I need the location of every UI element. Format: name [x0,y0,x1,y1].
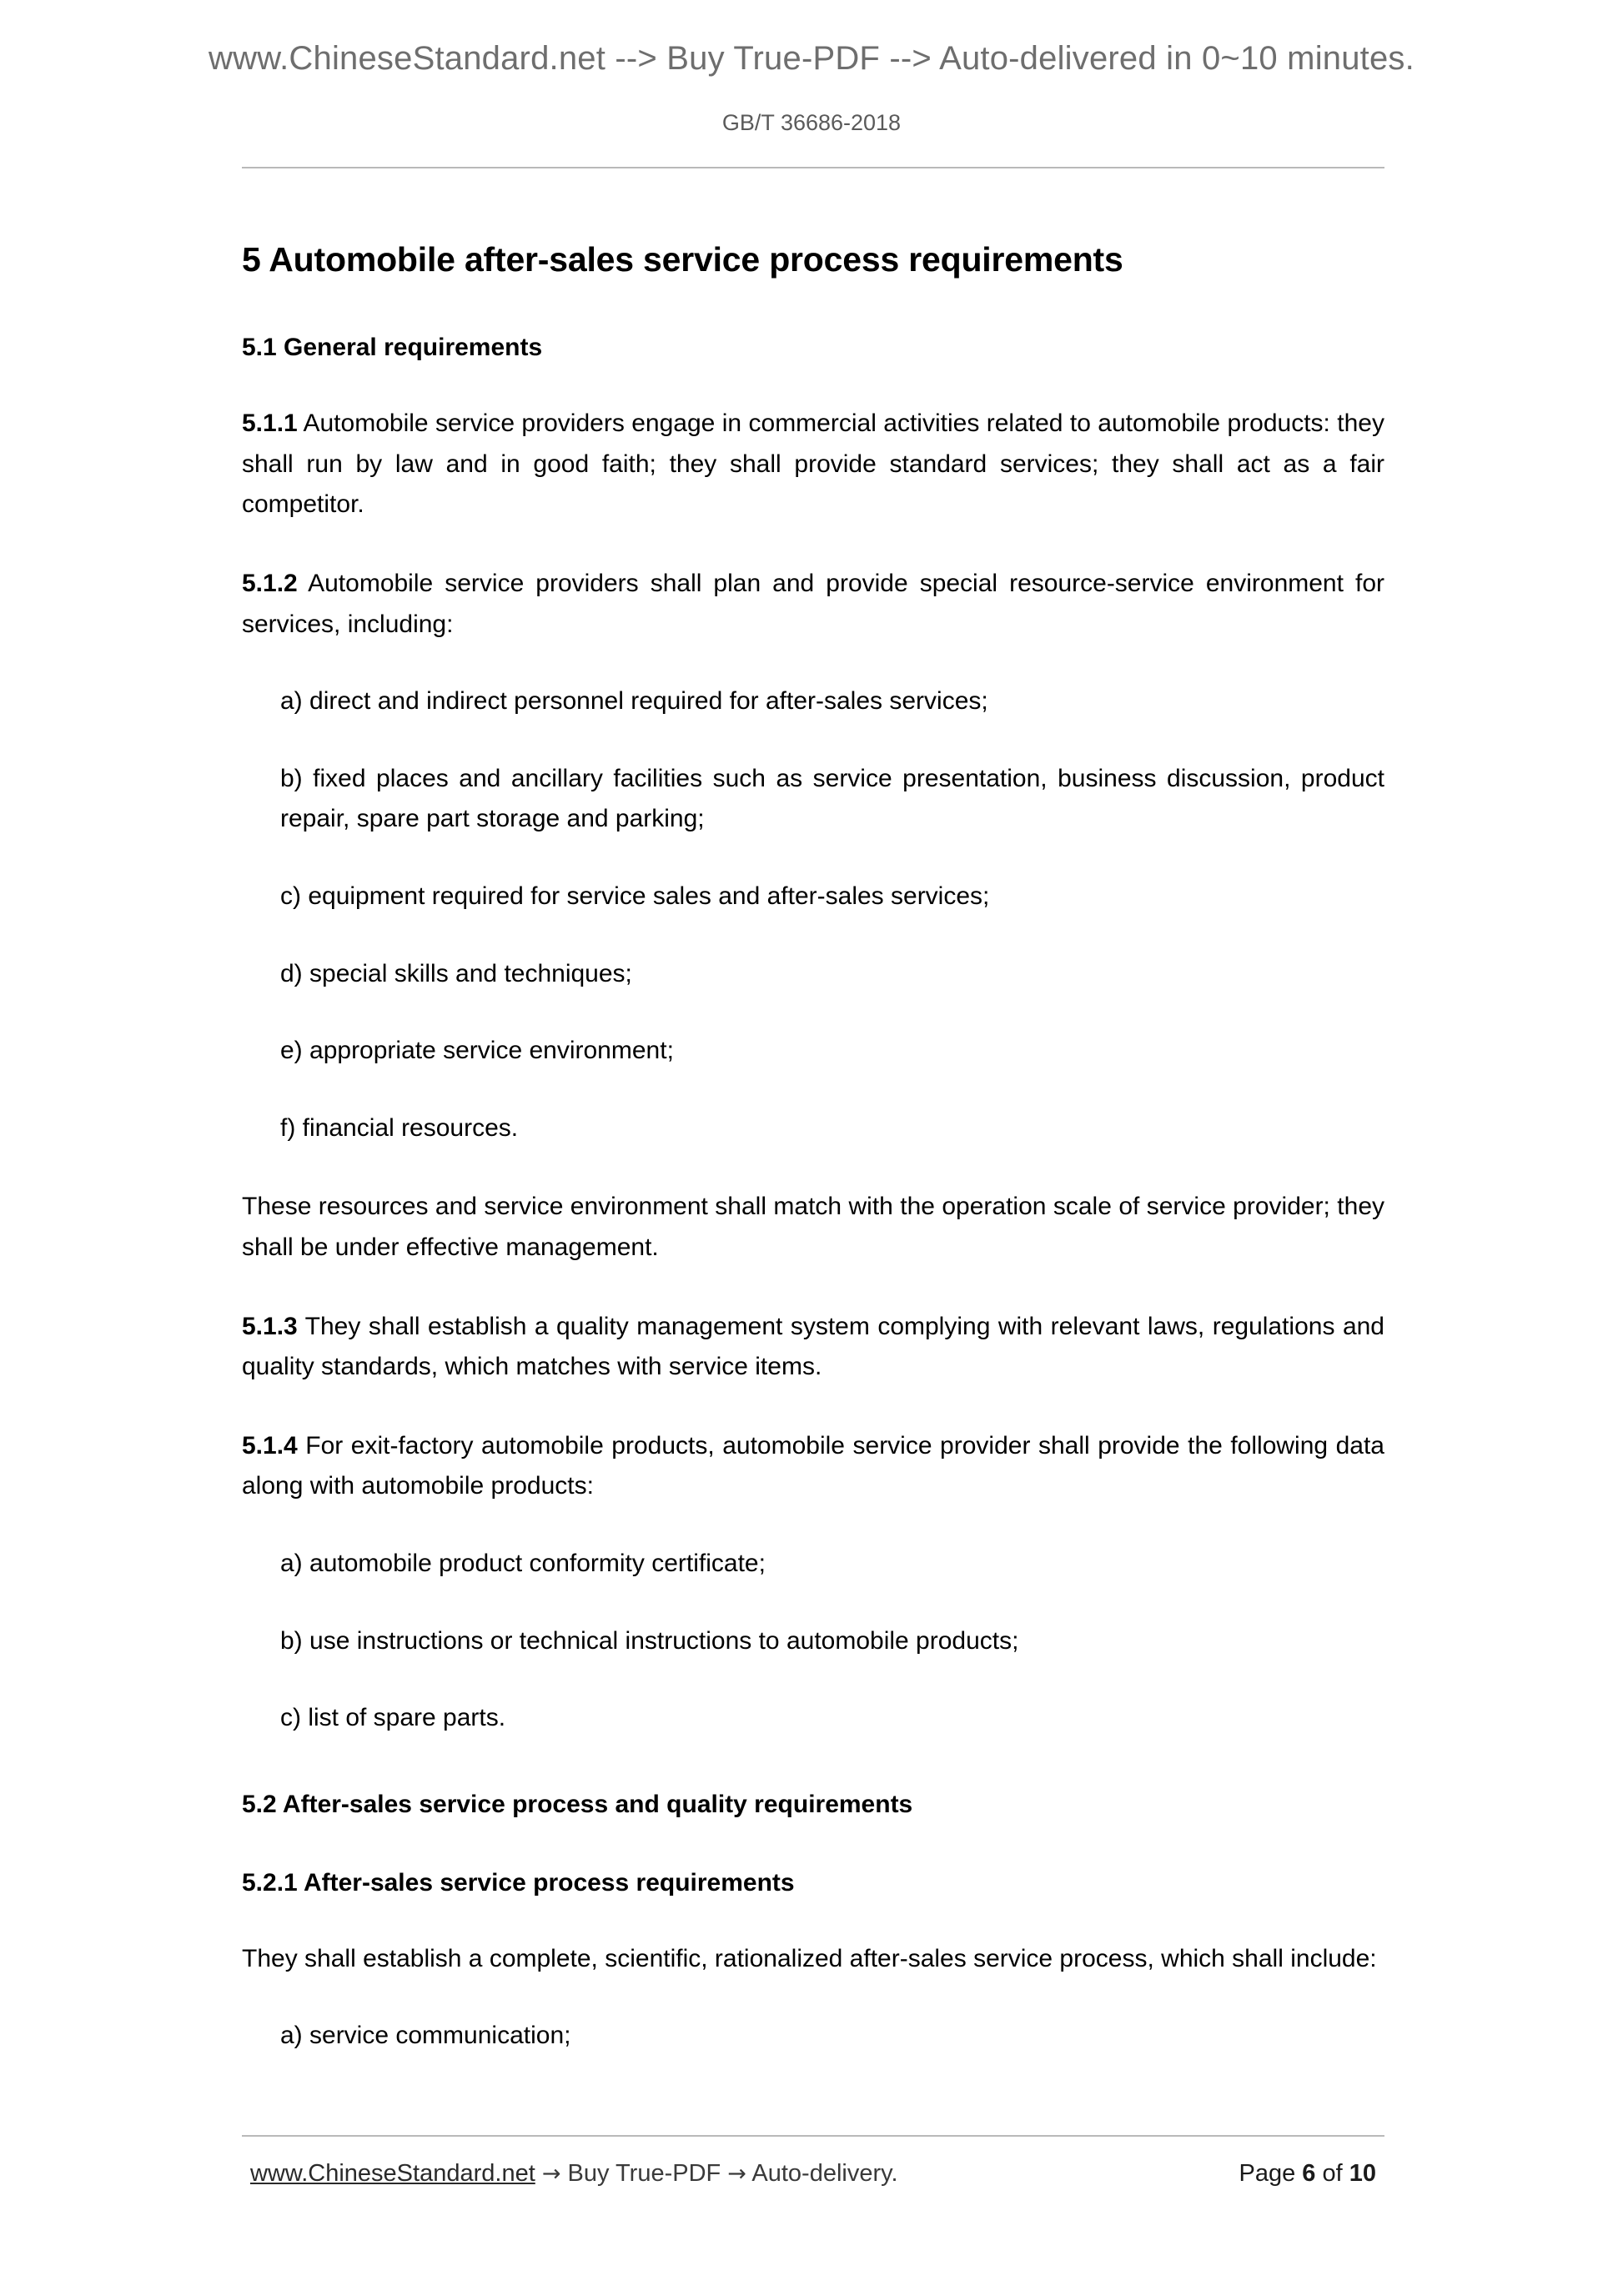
paragraph-5-1-2 [242,564,1384,645]
clause-text-5-1-3: They shall establish a quality management system complying with relevant laws, regulations and quality standards, which matches with service items. [242,1312,1384,1381]
footer-left [250,2160,898,2188]
list-item: a) automobile product conformity certificate; [280,1549,766,1577]
page-title: 5 Automobile after-sales service process requirements [242,240,1123,279]
list-item: b) use instructions or technical instructions to automobile products; [280,1626,1019,1655]
clause-number-5-1-4: 5.1.4 [242,1431,298,1459]
footer-divider [242,2135,1384,2137]
clause-number-5-1-1: 5.1.1 [242,409,298,438]
promo-watermark: www.ChineseStandard.net --> Buy True-PDF --> Auto-delivered in 0~10 minutes. [209,40,1414,77]
list-item: f) financial resources. [280,1113,519,1142]
heading-5-2: 5.2 After-sales service process and quality requirements [242,1790,913,1818]
arrow-right-icon: → [541,2161,561,2187]
page-number: 6 [1302,2160,1316,2187]
list-item: a) direct and indirect personnel required for after-sales services; [280,687,988,716]
paragraph-5-1-4 [242,1426,1384,1507]
clause-text-5-1-2: Automobile service providers shall plan and provide special resource-service environment for services, including: [242,570,1384,638]
of-label: of [1322,2160,1343,2187]
footer-site-link[interactable]: www.ChineseStandard.net [250,2160,535,2187]
paragraph-resources-summary: These resources and service environment shall match with the operation scale of service provider; they shall be under effective management. [242,1193,1384,1262]
list-item: c) equipment required for service sales and after-sales services; [280,882,990,911]
page-footer [242,2160,1384,2188]
footer-pagination [1239,2160,1376,2188]
footer-buy-label: Buy True-PDF [567,2160,721,2187]
page-label: Page [1239,2160,1296,2187]
standard-number: GB/T 36686-2018 [721,110,902,135]
clause-number-5-1-3: 5.1.3 [242,1312,298,1340]
list-item: c) list of spare parts. [280,1704,506,1732]
document-body [242,213,1384,2057]
footer-delivery-label: Auto-delivery. [751,2160,898,2187]
clause-text-5-1-4: For exit-factory automobile products, automobile service provider shall provide the following data along with automobile products: [242,1431,1384,1500]
heading-5-2-1: 5.2.1 After-sales service process requirements [242,1868,795,1897]
paragraph-5-1-3 [242,1307,1384,1388]
paragraph-5-2-1: They shall establish a complete, scientific, rationalized after-sales service process, which shall include: [242,1944,1377,1972]
list-item: b) fixed places and ancillary facilities such as service presentation, business discussion, product repair, spare part storage and parking; [280,764,1384,833]
list-item: d) special skills and techniques; [280,959,632,987]
page-total: 10 [1349,2160,1376,2187]
list-item: e) appropriate service environment; [280,1037,674,1065]
paragraph-5-1-1 [242,404,1384,525]
clause-text-5-1-1: Automobile service providers engage in commercial activities related to automobile products: they shall run by law and in good faith; they shall provide standard services; they shall act as a fair competitor. [242,409,1384,519]
arrow-right-icon: → [727,2161,746,2187]
header-divider [242,167,1384,168]
clause-number-5-1-2: 5.1.2 [242,570,298,598]
heading-5-1: 5.1 General requirements [242,334,543,362]
list-item: a) service communication; [280,2022,571,2050]
